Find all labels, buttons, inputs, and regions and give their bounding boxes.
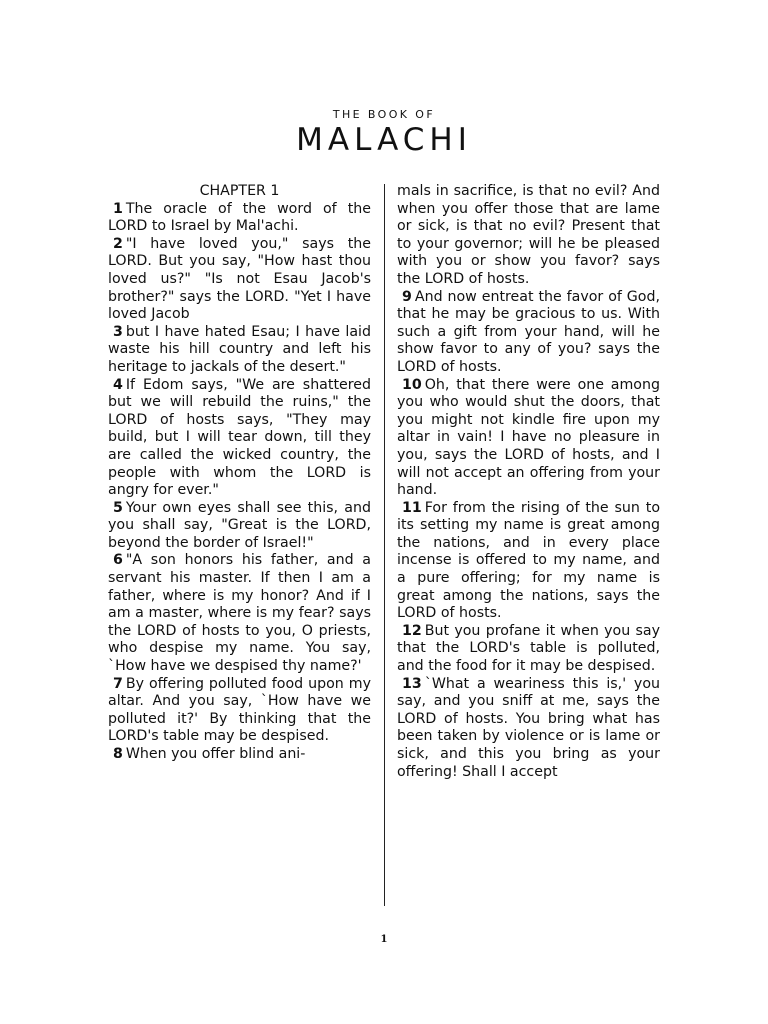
verse-number: 2 bbox=[113, 235, 123, 252]
left-verses bbox=[108, 201, 371, 764]
verse bbox=[397, 377, 660, 500]
verse bbox=[397, 289, 660, 377]
verse bbox=[108, 552, 371, 675]
verse bbox=[397, 500, 660, 623]
verse-text: And now entreat the favor of God, that he may be gracious to us. With such a gift from your hand, will he show favor to any of you? says the LORD of hosts. bbox=[397, 288, 660, 375]
verse-text: `What a weariness this is,' you say, and you sniff at me, says the LORD of hosts. You bring what has been taken by violence or is lame or sick, and this you bring as your offering! Shall I accept bbox=[397, 675, 660, 780]
verse-number: 8 bbox=[113, 746, 123, 762]
verse bbox=[108, 500, 371, 553]
verse-text: But you profane it when you say that the LORD's table is polluted, and the food for it may be despised. bbox=[397, 622, 660, 675]
chapter-heading: CHAPTER 1 bbox=[199, 183, 280, 199]
verse-number: 4 bbox=[113, 376, 123, 393]
right-verses bbox=[397, 289, 660, 782]
verse-text: but I have hated Esau; I have laid waste his hill country and left his heritage to jackals of the desert." bbox=[108, 323, 371, 375]
verse-number: 5 bbox=[113, 499, 123, 516]
verse-number: 10 bbox=[402, 376, 422, 393]
verse-text: By offering polluted food upon my altar. And you say, `How have we polluted it?' By thinking that the LORD's table may be despised. bbox=[108, 675, 371, 745]
column-divider bbox=[384, 184, 385, 906]
left-column bbox=[108, 183, 371, 764]
verse-number: 13 bbox=[402, 675, 422, 692]
verse bbox=[108, 676, 371, 746]
page-number: 1 bbox=[380, 934, 388, 945]
verse-text: The oracle of the word of the LORD to Israel by Mal'achi. bbox=[108, 200, 371, 235]
verse-number: 9 bbox=[402, 288, 412, 305]
book-title: MALACHI bbox=[296, 122, 472, 158]
verse bbox=[108, 236, 371, 324]
verse-number: 1 bbox=[113, 200, 123, 217]
verse-number: 7 bbox=[113, 675, 123, 692]
verse bbox=[397, 676, 660, 782]
verse bbox=[108, 377, 371, 500]
verse-number: 11 bbox=[402, 499, 422, 516]
verse-text: When you offer blind ani- bbox=[125, 746, 306, 762]
verse-continuation: mals in sacrifice, is that no evil? And when you offer those that are lame or sick, is that no evil? Present that to your governor; will he be pleased with you or show you favor? says the LORD of hosts. bbox=[397, 183, 660, 287]
book-of-label: THE BOOK OF bbox=[332, 108, 436, 121]
verse bbox=[108, 324, 371, 377]
verse-text: Your own eyes shall see this, and you shall say, "Great is the LORD, beyond the border of Israel!" bbox=[108, 499, 371, 551]
verse-text: "I have loved you," says the LORD. But you say, "How hast thou loved us?" "Is not Esau Jacob's brother?" says the LORD. "Yet I have loved Jacob bbox=[108, 235, 371, 323]
verse-number: 6 bbox=[113, 552, 123, 569]
verse-number: 12 bbox=[402, 622, 422, 639]
verse bbox=[108, 201, 371, 236]
verse bbox=[108, 746, 371, 764]
verse-number: 3 bbox=[113, 323, 123, 340]
right-column bbox=[397, 183, 660, 781]
verse-text: For from the rising of the sun to its setting my name is great among the nations, and in every place incense is offered to my name, and a pure offering; for my name is great among the nations, says the LORD of hosts. bbox=[397, 499, 660, 622]
verse-text: "A son honors his father, and a servant his master. If then I am a father, where is my honor? And if I am a master, where is my fear? says the LORD of hosts to you, O priests, who despise my name. You say, `How have we despised thy name?' bbox=[108, 552, 371, 675]
verse-text: Oh, that there were one among you who would shut the doors, that you might not kindle fire upon my altar in vain! I have no pleasure in you, says the LORD of hosts, and I will not accept an offering from your hand. bbox=[397, 376, 660, 499]
verse-text: If Edom says, "We are shattered but we will rebuild the ruins," the LORD of hosts says, "They may build, but I will tear down, till they are called the wicked country, the people with whom the LORD is angry for ever." bbox=[108, 376, 371, 499]
verse bbox=[397, 623, 660, 676]
